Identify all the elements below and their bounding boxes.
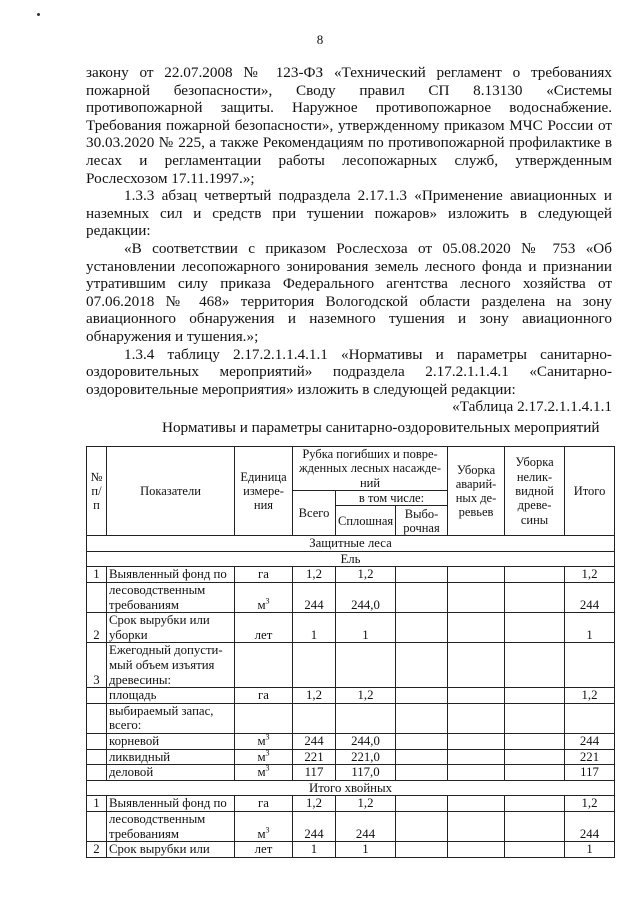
row-emergency — [448, 688, 505, 704]
row-nonliquid — [505, 796, 565, 812]
row-nonliquid — [505, 567, 565, 583]
row-total: 1,2 — [293, 567, 336, 583]
subsection-spruce — [87, 551, 615, 567]
row-total: 221 — [293, 749, 336, 765]
row-emergency — [448, 613, 505, 643]
row-number — [87, 583, 107, 613]
paragraph-3: «В соответствии с приказом Рослесхоза от 05.08.2020 № 753 «Об установлении лесопожарного зонирования земель лесного фонда и признании утратившим силу приказа Федерального агентства лесного хозяйства от 07.06.2018 № 468» территория Вологодской области разделена на зону авиационного обнаружения и наземного тушения и зону авиационного обнаружения и тушения.»; — [86, 239, 612, 345]
unit-superscript: 3 — [265, 596, 270, 606]
row-number: 2 — [87, 613, 107, 643]
unit-text: м — [257, 597, 266, 612]
row-indicator: ликвидный — [107, 749, 235, 765]
unit-text: га — [258, 796, 269, 811]
row-unit — [235, 734, 293, 750]
row-indicator: лесоводственным требованиям — [107, 811, 235, 841]
row-nonliquid — [505, 703, 565, 733]
row-sum: 1 — [565, 842, 615, 858]
row-selective — [396, 842, 448, 858]
table-row — [87, 796, 615, 812]
row-indicator: лесоводственным требованиям — [107, 583, 235, 613]
header-felling: Рубка погибших и повре-жденных лесных насажде-ний — [293, 447, 448, 491]
row-indicator: Выявленный фонд по — [107, 567, 235, 583]
row-emergency — [448, 734, 505, 750]
row-number — [87, 688, 107, 704]
table-row — [87, 583, 615, 613]
row-unit — [235, 583, 293, 613]
row-total: 117 — [293, 765, 336, 781]
row-number — [87, 811, 107, 841]
row-number — [87, 703, 107, 733]
row-total: 244 — [293, 583, 336, 613]
row-clear: 1,2 — [336, 688, 396, 704]
table-row — [87, 734, 615, 750]
row-sum: 1,2 — [565, 688, 615, 704]
table-row — [87, 765, 615, 781]
row-indicator: Выявленный фонд по — [107, 796, 235, 812]
table-row — [87, 811, 615, 841]
row-sum: 244 — [565, 811, 615, 841]
row-nonliquid — [505, 842, 565, 858]
subsection-spruce-label: Ель — [87, 551, 615, 567]
row-nonliquid — [505, 749, 565, 765]
paragraph-1: закону от 22.07.2008 № 123-ФЗ «Технический регламент о требованиях пожарной безопасности», Своду правил СП 8.13130 «Системы противопожарной защиты. Наружное противопожарное водоснабжение. Требования пожарной безопасности», утвержденному приказом МЧС России от 30.03.2020 № 225, а также Рекомендациям по противопожарной профилактике в лесах и регламентации работы лесопожарных служб, утвержденным Рослесхозом 17.11.1997.»; — [86, 64, 612, 187]
unit-text: м — [257, 734, 266, 749]
row-indicator: Срок вырубки или — [107, 842, 235, 858]
row-unit — [235, 703, 293, 733]
unit-superscript: 3 — [265, 748, 270, 758]
row-sum: 221 — [565, 749, 615, 765]
subsection-total-coniferous — [87, 780, 615, 796]
row-nonliquid — [505, 765, 565, 781]
header-indicator: Показатели — [107, 447, 235, 536]
unit-text: м — [257, 826, 266, 841]
row-sum — [565, 703, 615, 733]
row-number — [87, 765, 107, 781]
row-selective — [396, 613, 448, 643]
body-text — [86, 64, 612, 436]
row-number: 3 — [87, 643, 107, 688]
subsection-total-coniferous-label: Итого хвойных — [87, 780, 615, 796]
row-nonliquid — [505, 811, 565, 841]
table-row — [87, 643, 615, 688]
row-unit — [235, 811, 293, 841]
row-indicator: выбираемый запас, всего: — [107, 703, 235, 733]
row-unit — [235, 796, 293, 812]
unit-text: га — [258, 688, 269, 703]
row-unit — [235, 567, 293, 583]
row-total — [293, 703, 336, 733]
row-clear: 244,0 — [336, 734, 396, 750]
unit-superscript: 3 — [265, 825, 270, 835]
row-nonliquid — [505, 688, 565, 704]
row-total: 1,2 — [293, 688, 336, 704]
row-emergency — [448, 643, 505, 688]
row-clear — [336, 643, 396, 688]
table-row — [87, 703, 615, 733]
row-clear: 1,2 — [336, 567, 396, 583]
header-nonliquid: Уборка нелик-видной древе-сины — [505, 447, 565, 536]
header-including: в том числе: — [336, 491, 448, 506]
section-protective-forests — [87, 536, 615, 552]
row-nonliquid — [505, 583, 565, 613]
table-row — [87, 842, 615, 858]
table-row — [87, 749, 615, 765]
unit-text: га — [258, 567, 269, 582]
row-unit — [235, 643, 293, 688]
row-total: 1,2 — [293, 796, 336, 812]
row-number — [87, 749, 107, 765]
row-unit — [235, 765, 293, 781]
row-nonliquid — [505, 613, 565, 643]
row-total: 1 — [293, 842, 336, 858]
row-total: 244 — [293, 811, 336, 841]
row-indicator: деловой — [107, 765, 235, 781]
row-selective — [396, 749, 448, 765]
unit-superscript: 3 — [265, 732, 270, 742]
unit-text: м — [257, 749, 266, 764]
row-emergency — [448, 811, 505, 841]
row-clear: 1,2 — [336, 796, 396, 812]
header-unit: Единица измере-ния — [235, 447, 293, 536]
row-unit — [235, 749, 293, 765]
row-indicator: площадь — [107, 688, 235, 704]
row-emergency — [448, 567, 505, 583]
header-selective: Выбо-рочная — [396, 506, 448, 536]
table-row — [87, 567, 615, 583]
table-header — [87, 447, 615, 536]
row-indicator: корневой — [107, 734, 235, 750]
header-num: № п/п — [87, 447, 107, 536]
row-number — [87, 734, 107, 750]
row-sum: 117 — [565, 765, 615, 781]
unit-text: лет — [254, 627, 273, 642]
row-emergency — [448, 749, 505, 765]
row-unit — [235, 613, 293, 643]
row-selective — [396, 811, 448, 841]
row-selective — [396, 583, 448, 613]
unit-superscript: 3 — [265, 763, 270, 773]
row-emergency — [448, 583, 505, 613]
row-emergency — [448, 703, 505, 733]
row-total: 244 — [293, 734, 336, 750]
table-row — [87, 613, 615, 643]
row-number: 2 — [87, 842, 107, 858]
paragraph-4: 1.3.4 таблицу 2.17.2.1.1.4.1.1 «Нормативы и параметры санитарно-оздоровительных мероприятий» подраздела 2.17.2.1.1.4.1 «Санитарно-оздоровительные мероприятия» изложить в следующей редакции: — [86, 345, 612, 398]
row-selective — [396, 643, 448, 688]
row-selective — [396, 796, 448, 812]
paragraph-2: 1.3.3 абзац четвертый подраздела 2.17.1.3 «Применение авиационных и наземных сил и средств при тушении пожаров» изложить в следующей редакции: — [86, 187, 612, 240]
row-clear: 1 — [336, 842, 396, 858]
row-indicator: Срок вырубки или уборки — [107, 613, 235, 643]
row-selective — [396, 734, 448, 750]
scan-dot — [37, 13, 40, 16]
table-reference: «Таблица 2.17.2.1.1.4.1.1 — [452, 398, 612, 416]
row-selective — [396, 703, 448, 733]
header-sum: Итого — [565, 447, 615, 536]
row-sum: 1,2 — [565, 796, 615, 812]
row-number: 1 — [87, 796, 107, 812]
header-clear: Сплошная — [336, 506, 396, 536]
row-selective — [396, 567, 448, 583]
row-selective — [396, 765, 448, 781]
row-sum — [565, 643, 615, 688]
unit-text: лет — [254, 842, 273, 857]
row-unit — [235, 842, 293, 858]
row-sum: 244 — [565, 734, 615, 750]
row-indicator: Ежегодный допусти-мый объем изъятия древесины: — [107, 643, 235, 688]
row-sum: 1,2 — [565, 567, 615, 583]
table-title: Нормативы и параметры санитарно-оздоровительных мероприятий — [162, 418, 600, 436]
row-selective — [396, 688, 448, 704]
row-sum: 1 — [565, 613, 615, 643]
row-emergency — [448, 796, 505, 812]
header-emergency: Уборка аварий-ных де-ревьев — [448, 447, 505, 536]
row-clear: 117,0 — [336, 765, 396, 781]
table-row — [87, 688, 615, 704]
row-total: 1 — [293, 613, 336, 643]
table-body — [87, 536, 615, 857]
row-nonliquid — [505, 734, 565, 750]
row-clear: 1 — [336, 613, 396, 643]
unit-text: м — [257, 765, 266, 780]
row-clear: 244 — [336, 811, 396, 841]
norms-table — [86, 446, 615, 858]
row-clear: 244,0 — [336, 583, 396, 613]
row-nonliquid — [505, 643, 565, 688]
header-total: Всего — [293, 491, 336, 536]
section-protective-forests-label: Защитные леса — [87, 536, 615, 552]
page-number: 8 — [316, 32, 324, 47]
row-total — [293, 643, 336, 688]
row-emergency — [448, 765, 505, 781]
row-clear — [336, 703, 396, 733]
row-unit — [235, 688, 293, 704]
row-sum: 244 — [565, 583, 615, 613]
row-clear: 221,0 — [336, 749, 396, 765]
row-emergency — [448, 842, 505, 858]
row-number: 1 — [87, 567, 107, 583]
